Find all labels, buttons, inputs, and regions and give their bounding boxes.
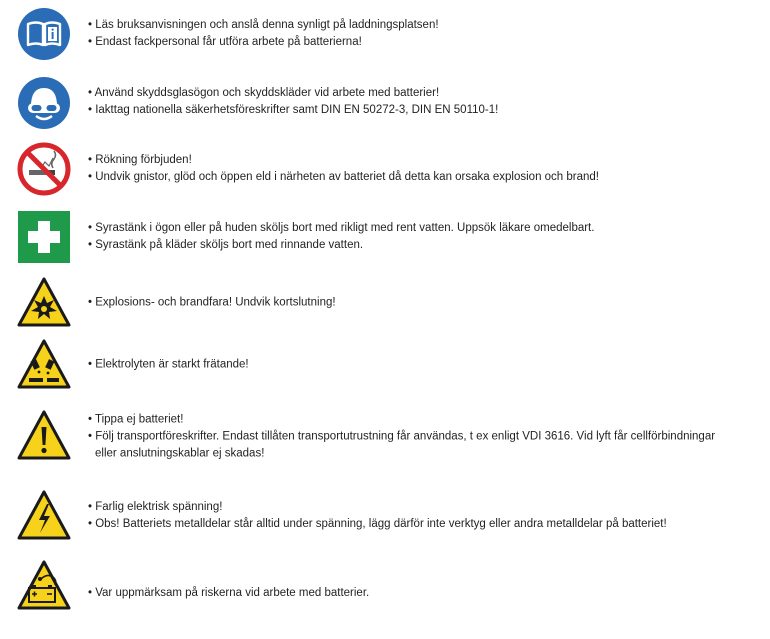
row-2-line-2: • Iakttag nationella säkerhetsföreskrifter samt DIN EN 50272-3, DIN EN 50110-1! — [88, 104, 499, 116]
row-4-text — [88, 220, 760, 254]
row-5-text — [88, 295, 760, 312]
first-aid-icon — [17, 210, 71, 264]
explosion-warning-icon — [17, 276, 71, 330]
row-8-text — [88, 499, 760, 533]
safety-row-7 — [0, 401, 770, 473]
row-8-line-2: • Obs! Batteriets metalldelar står alltid under spänning, lägg därför inte verktyg eller andra metalldelar på batteriet! — [88, 518, 667, 530]
row-6-text — [88, 357, 760, 374]
no-smoking-icon — [17, 142, 71, 196]
row-3-line-2: • Undvik gnistor, glöd och öppen eld i närheten av batteriet då detta kan orsaka explosion och brand! — [88, 171, 599, 183]
row-7-text — [88, 412, 760, 463]
protective-goggles-icon — [17, 76, 71, 130]
safety-row-1 — [0, 4, 770, 64]
row-6-line-1: • Elektrolyten är starkt frätande! — [88, 358, 249, 371]
safety-row-5 — [0, 273, 770, 333]
row-3-line-1: • Rökning förbjuden! — [88, 154, 192, 166]
row-1-line-1: • Läs bruksanvisningen och anslå denna synligt på laddningsplatsen! — [88, 19, 439, 31]
battery-hazard-icon — [17, 559, 71, 619]
safety-row-4 — [0, 207, 770, 267]
row-1-line-2: • Endast fackpersonal får utföra arbete på batterierna! — [88, 36, 362, 48]
row-2-text — [88, 85, 760, 119]
row-4-line-2: • Syrastänk på kläder sköljs bort med rinnande vatten. — [88, 239, 364, 251]
corrosive-warning-icon — [17, 338, 71, 392]
safety-row-2 — [0, 72, 770, 132]
row-4-line-1: • Syrastänk i ögon eller på huden sköljs bort med rikligt med rent vatten. Uppsök läkare omedelbart. — [88, 222, 595, 234]
read-manual-icon — [17, 7, 71, 61]
row-1-text — [88, 17, 760, 51]
row-7-line-1: • Tippa ej batteriet! — [88, 413, 184, 426]
safety-row-6 — [0, 335, 770, 395]
row-2-line-1: • Använd skyddsglasögon och skyddskläder vid arbete med batterier! — [88, 87, 440, 99]
general-warning-icon — [17, 409, 71, 463]
safety-row-9 — [0, 554, 770, 634]
row-7-line-2: • Följ transportföreskrifter. Endast tillåten transportutrustning får användas, t ex enligt VDI 3616. Vid lyft får cellförbindningar — [88, 430, 716, 443]
row-8-line-1: • Farlig elektrisk spänning! — [88, 501, 223, 513]
safety-row-3 — [0, 139, 770, 199]
row-7-line-3: eller anslutningskablar ej skadas! — [95, 447, 265, 460]
row-9-text — [88, 585, 760, 602]
row-9-line-1: • Var uppmärksam på riskerna vid arbete med batterier. — [88, 587, 370, 599]
electrical-hazard-icon — [17, 489, 71, 543]
row-5-line-1: • Explosions- och brandfara! Undvik kortslutning! — [88, 296, 336, 309]
safety-row-8 — [0, 486, 770, 546]
row-3-text — [88, 152, 760, 186]
